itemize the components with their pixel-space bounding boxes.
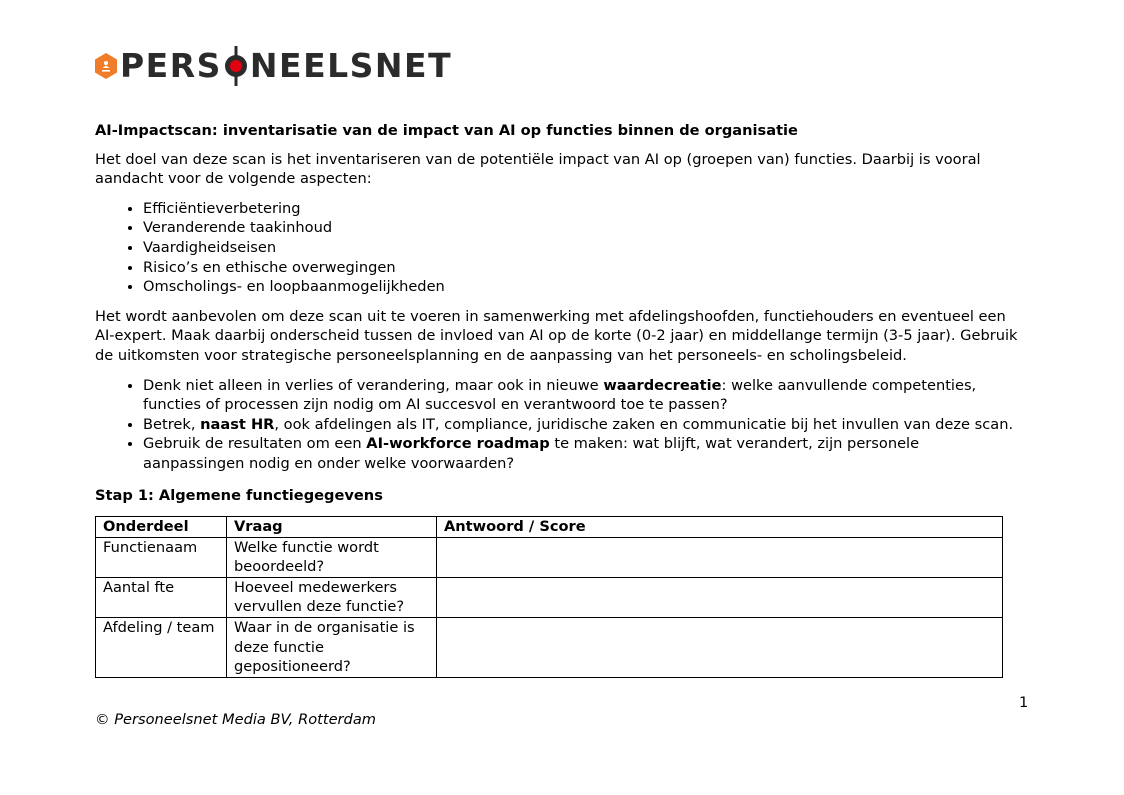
- page-number: 1: [1019, 694, 1029, 711]
- hexagon-logo-icon: [95, 53, 117, 79]
- table-cell: Waar in de organisatie is deze functie gepositioneerd?: [227, 618, 437, 678]
- tips-list: [95, 376, 1025, 474]
- table-header-row: [96, 517, 1003, 538]
- personeelsnet-logo: [95, 46, 452, 86]
- table-cell: Hoeveel medewerkers vervullen deze functie?: [227, 577, 437, 617]
- list-item: • Betrek, naast HR, ook afdelingen als IT, compliance, juridische zaken en communicatie bij het invullen van deze scan.: [143, 415, 1025, 435]
- list-item: • Vaardigheidseisen: [143, 238, 1025, 258]
- table-cell: Functienaam: [96, 537, 227, 577]
- table-row: [96, 537, 1003, 577]
- answer-cell[interactable]: [437, 577, 1003, 617]
- table-cell: Aantal fte: [96, 577, 227, 617]
- list-item: • Omscholings- en loopbaanmogelijkheden: [143, 277, 1025, 297]
- function-data-table: [95, 516, 1003, 678]
- logo-text-left: PERS: [120, 46, 222, 85]
- answer-cell[interactable]: [437, 537, 1003, 577]
- list-item: • Efficiëntieverbetering: [143, 199, 1025, 219]
- aspects-list: [95, 199, 1025, 297]
- document-title: AI-Impactscan: inventarisatie van de impact van AI op functies binnen de organisatie: [95, 122, 798, 139]
- list-item: • Gebruik de resultaten om een AI-workforce roadmap te maken: wat blijft, wat verandert, zijn personele aanpassingen nodig en onder welke voorwaarden?: [143, 434, 1025, 473]
- column-header: Vraag: [227, 517, 437, 538]
- table-row: [96, 618, 1003, 678]
- document-body: [95, 121, 1025, 678]
- step-1-title: Stap 1: Algemene functiegegevens: [95, 486, 383, 504]
- intro-paragraph: Het doel van deze scan is het inventariseren van de potentiële impact van AI op (groepen van) functies. Daarbij is vooral aandacht voor de volgende aspecten:: [95, 150, 981, 188]
- column-header: Antwoord / Score: [437, 517, 1003, 538]
- copyright-footer: © Personeelsnet Media BV, Rotterdam: [95, 711, 376, 728]
- table-cell: Afdeling / team: [96, 618, 227, 678]
- recommendation-paragraph: Het wordt aanbevolen om deze scan uit te voeren in samenwerking met afdelingshoofden, functiehouders en eventueel een AI-expert. Maak daarbij onderscheid tussen de invloed van AI op de korte (0-2 jaar) en middellange termijn (3-5 jaar). Gebruik de uitkomsten voor strategische personeelsplanning en de aanpassing van het personeels- en scholingsbeleid.: [95, 307, 1018, 364]
- table-row: [96, 577, 1003, 617]
- list-item: • Risico’s en ethische overwegingen: [143, 258, 1025, 278]
- logo-text-right: NEELSNET: [249, 46, 453, 85]
- logo-target-icon: [223, 46, 249, 86]
- column-header: Onderdeel: [96, 517, 227, 538]
- list-item: • Veranderende taakinhoud: [143, 218, 1025, 238]
- table-cell: Welke functie wordt beoordeeld?: [227, 537, 437, 577]
- list-item: • Denk niet alleen in verlies of verandering, maar ook in nieuwe waardecreatie: welke aanvullende competenties, functies of processen zijn nodig om AI succesvol en verantwoord toe te passen?: [143, 376, 1025, 415]
- answer-cell[interactable]: [437, 618, 1003, 678]
